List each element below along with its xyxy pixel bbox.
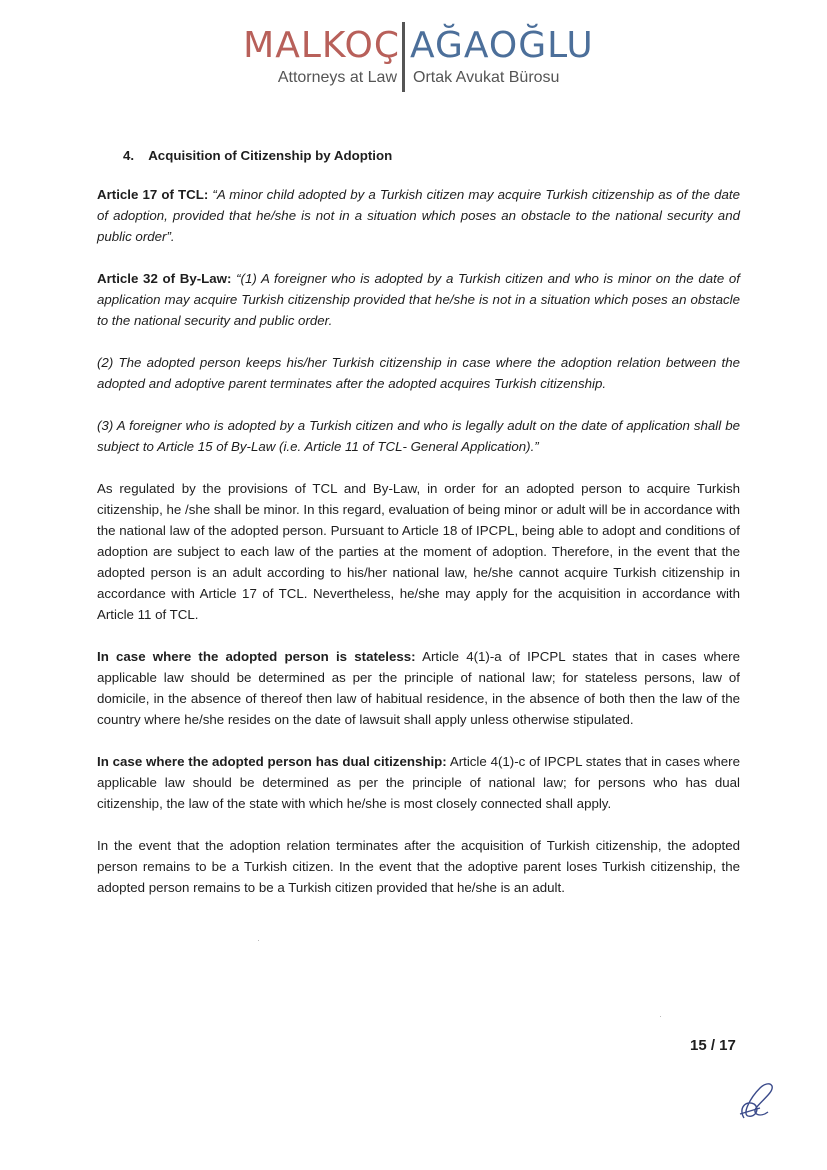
tagline-turkish: Ortak Avukat Bürosu bbox=[413, 69, 560, 86]
firm-logo bbox=[0, 16, 827, 96]
tagline-english: Attorneys at Law bbox=[277, 69, 397, 86]
signature-icon bbox=[730, 1078, 778, 1126]
page-number: 15 / 17 bbox=[690, 1037, 736, 1054]
scan-speck bbox=[660, 1016, 661, 1017]
dual-citizenship-label: In case where the adopted person has dual citizenship: bbox=[97, 754, 447, 769]
firm-name-right: AĞAOĞLU bbox=[410, 25, 594, 66]
dual-citizenship-paragraph bbox=[97, 751, 740, 814]
stateless-paragraph bbox=[97, 646, 740, 730]
article-32-paragraph bbox=[97, 268, 740, 331]
dual-citizenship-text: Article 4(1)-c of IPCPL states that in cases where applicable law should be determined as per the principle of national law; for persons who has dual citizenship, the law of the state with which he/she is most closely connected shall apply. bbox=[97, 754, 740, 811]
regulation-paragraph: As regulated by the provisions of TCL and By-Law, in order for an adopted person to acquire Turkish citizenship, he /she shall be minor. In this regard, evaluation of being minor or adult will be in accordance with the national law of the adopted person. Pursuant to Article 18 of IPCPL, being able to adopt and conditions of adoption are subject to each law of the parties at the moment of adoption. Therefore, in the event that the adopted person is an adult according to his/her national law, he/she cannot acquire Turkish citizenship in accordance with Article 17 of TCL. Nevertheless, he/she may apply for the acquisition in accordance with Article 11 of TCL. bbox=[97, 481, 740, 622]
stateless-text: Article 4(1)-a of IPCPL states that in cases where applicable law should be determined as per the principle of national law; for stateless persons, law of domicile, in the absence of thereof then law of habitual residence, in the absence of both then the law of the country where he/she resides on the date of lawsuit shall apply unless otherwise stipulated. bbox=[97, 649, 741, 727]
article-32-clause-2: (2) The adopted person keeps his/her Turkish citizenship in case where the adoption relation between the adopted and adoptive parent terminates after the adopted acquires Turkish citizenship. bbox=[97, 355, 740, 391]
article-17-paragraph bbox=[97, 184, 740, 247]
section-title: Acquisition of Citizenship by Adoption bbox=[148, 148, 393, 163]
article-17-label: Article 17 of TCL: bbox=[97, 187, 209, 202]
termination-paragraph: In the event that the adoption relation terminates after the acquisition of Turkish citizenship, the adopted person remains to be a Turkish citizen. In the event that the adoptive parent loses Turkish citizenship, the adopted person remains to be a Turkish citizen provided that he/she is an adult. bbox=[97, 838, 740, 895]
logo-divider bbox=[402, 22, 405, 92]
stateless-label: In case where the adopted person is stateless: bbox=[97, 649, 416, 664]
section-number: 4. bbox=[123, 148, 135, 163]
section-heading bbox=[123, 145, 740, 166]
article-32-text: “(1) A foreigner who is adopted by a Turkish citizen and who is minor on the date of application may acquire Turkish citizenship provided that he/she is not in a situation which poses an obstacle to the national security and public order. bbox=[97, 271, 740, 328]
document-body bbox=[97, 145, 740, 919]
scan-speck bbox=[258, 940, 259, 941]
article-17-text: “A minor child adopted by a Turkish citizen may acquire Turkish citizenship as of the date of adoption, provided that he/she is not in a situation which poses an obstacle to the national security and public order”. bbox=[97, 187, 740, 244]
article-32-label: Article 32 of By-Law: bbox=[97, 271, 232, 286]
firm-name-left: MALKOÇ bbox=[243, 25, 400, 66]
article-32-clause-3: (3) A foreigner who is adopted by a Turkish citizen and who is legally adult on the date of application shall be subject to Article 15 of By-Law (i.e. Article 11 of TCL- General Application).” bbox=[97, 418, 740, 454]
